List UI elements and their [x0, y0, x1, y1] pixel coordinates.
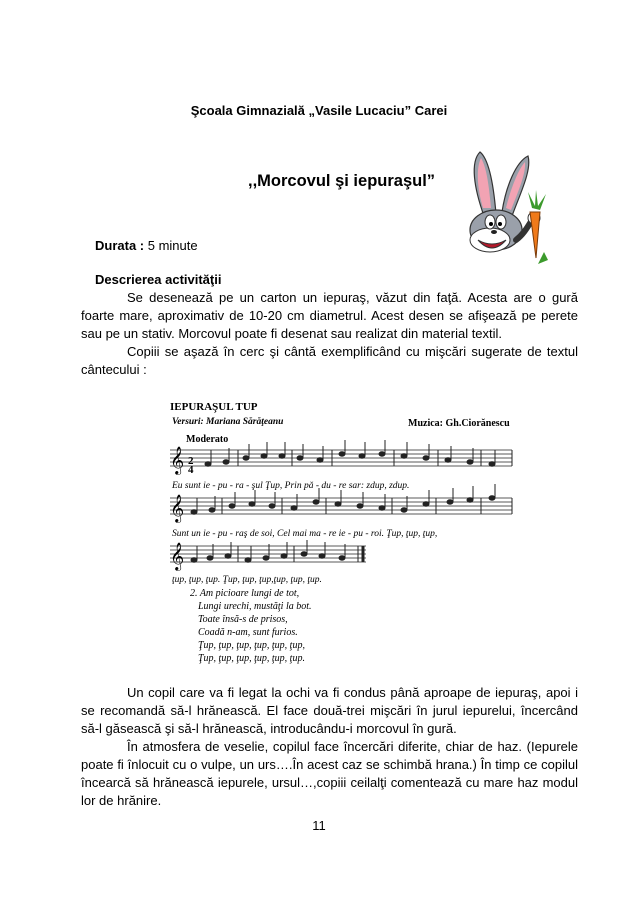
duration-value: 5 minute — [147, 238, 198, 253]
verse-line: Ţup, ţup, ţup, ţup, ţup, ţup. — [198, 653, 305, 664]
paragraph-text: Copiii se aşază în cerc şi cântă exemplificând cu mişcări sugerate de textul cântecului : — [81, 344, 578, 377]
svg-text:4: 4 — [188, 464, 194, 476]
svg-text:2: 2 — [188, 455, 194, 467]
paragraph-2 — [81, 343, 578, 379]
treble-clef-icon: 𝄞 — [170, 544, 185, 570]
duration-line — [95, 238, 198, 253]
paragraph-3 — [81, 684, 578, 738]
staff-1 — [170, 440, 512, 476]
paragraph-text: Se desenează pe un carton un iepuraş, văzut din faţă. Acesta are o gură foarte mare, aproximativ de 10-20 cm diametrul. Acest desen se afişează pe perete sau pe un stativ. Morcovul poate fi desenat sau realizat din material textil. — [81, 290, 578, 341]
verse-line: Lungi urechi, mustăţi la bot. — [198, 601, 312, 612]
verse-line: 2. Am picioare lungi de tot, — [190, 588, 300, 599]
song-composer: Muzica: Gh.Ciorănescu — [408, 418, 510, 429]
paragraph-4 — [81, 738, 578, 810]
lyric-line-3: ţup, ţup, ţup. Ţup, ţup, ţup,ţup, ţup, ţup. — [172, 575, 322, 585]
verse-line: Ţup, ţup, ţup, ţup, ţup, ţup, — [198, 640, 305, 651]
song-lyrics-author: Versuri: Mariana Sărăţeanu — [172, 417, 284, 427]
paragraph-text: Un copil care va fi legat la ochi va fi condus până aproape de iepuraş, apoi i se recomandă să-l hrănească. El face două-trei mişcări în jurul iepurelui, încercând să-l găsească şi să-l hrănească, introducându-i morcovul în gură. — [81, 685, 578, 736]
sheet-music — [170, 394, 515, 670]
school-header: Şcoala Gimnazială „Vasile Lucaciu” Carei — [190, 103, 448, 118]
treble-clef-icon: 𝄞 — [170, 496, 185, 522]
section-heading: Descrierea activităţii — [95, 272, 222, 287]
paragraph-text: În atmosfera de veselie, copilul face încercări diferite, chiar de haz. (Iepurele poate fi înlocuit cu o vulpe, un urs….În acest caz se schimbă hrana.) În timp ce copilul încearcă să hrănească iepurele, ursul…,copiii ceilalţi comentează cu mare haz modul lor de hrănire. — [81, 739, 578, 808]
lyric-line-2: Sunt un ie - pu - raş de soi, Cel mai ma - re ie - pu - roi. Ţup, ţup, ţup, — [172, 529, 438, 539]
song-title: IEPURAŞUL TUP — [170, 401, 258, 413]
staff-3 — [170, 540, 366, 571]
paragraph-1 — [81, 289, 578, 343]
verse-line: Toate însă-s de prisos, — [198, 614, 288, 625]
duration-label: Durata : — [95, 238, 145, 253]
page-title: ,,Morcovul şi iepuraşul” — [248, 172, 436, 190]
verse-line: Coadă n-am, sunt furios. — [198, 627, 298, 638]
song-tempo: Moderato — [186, 434, 229, 445]
lyric-line-1: Eu sunt ie - pu - ra - şul Ţup, Prin pă - du - re sar: zdup, zdup. — [172, 481, 410, 491]
page-number: 11 — [312, 818, 326, 833]
bunny-illustration — [456, 148, 566, 266]
treble-clef-icon: 𝄞 — [170, 448, 185, 474]
verse-2 — [190, 588, 312, 664]
